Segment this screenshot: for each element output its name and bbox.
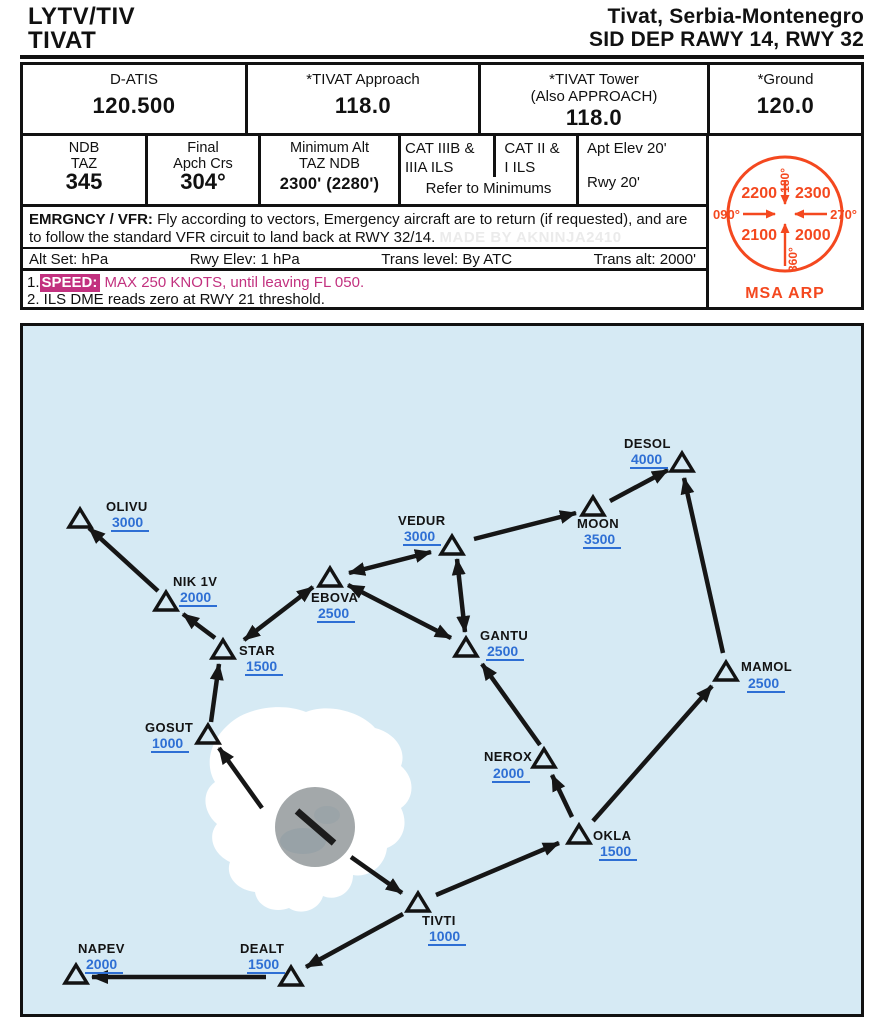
approach-frequency: 118.0 <box>334 93 392 118</box>
msa-sector-ne: 2300 <box>795 185 831 202</box>
waypoint-altitude: 3000 <box>111 515 149 532</box>
route-leg <box>306 914 403 967</box>
apt-elev: Apt Elev 20' <box>587 140 667 157</box>
min-alt-label-line2: TAZ NDB <box>299 156 360 172</box>
msa-bearing-360: 360° <box>786 247 800 272</box>
waypoint-altitude: 3500 <box>583 532 621 549</box>
waypoint-altitude: 4000 <box>630 452 668 469</box>
chart-title <box>589 5 864 51</box>
min-alt-value: 2300' (2280') <box>279 175 380 193</box>
cat-iiib-line1: CAT IIIB & <box>405 140 475 157</box>
trans-alt: Trans alt: 2000' <box>593 251 696 268</box>
waypoint-altitude: 2000 <box>492 766 530 783</box>
route-leg <box>552 775 572 817</box>
waypoint-triangle-tivti <box>407 893 429 911</box>
datis-cell <box>23 65 245 133</box>
procedure-title: SID DEP RAWY 14, RWY 32 <box>589 28 864 51</box>
datis-frequency: 120.500 <box>92 93 176 118</box>
msa-panel <box>706 136 861 307</box>
ndb-label-line1: NDB <box>68 140 100 156</box>
waypoint-name: NAPEV <box>78 941 125 956</box>
route-leg <box>482 664 540 745</box>
waypoint-altitude: 1500 <box>247 957 285 974</box>
airport-icao-iata: LYTV/TIV <box>28 3 136 30</box>
tower-frequency: 118.0 <box>565 105 623 130</box>
approach-label: *TIVAT Approach <box>306 71 420 88</box>
waypoint-name: OKLA <box>593 828 632 843</box>
tower-cell <box>478 65 707 133</box>
ils-category-group <box>398 136 576 204</box>
waypoint-triangle-nerox <box>533 749 555 767</box>
waypoint-altitude: 2500 <box>317 606 355 623</box>
rwy-elev: Rwy 20' <box>587 174 640 191</box>
header-divider <box>20 55 864 59</box>
waypoint-triangle-napev <box>65 965 87 983</box>
cat-iiib-line2: IIIA ILS <box>405 159 454 176</box>
procedure-info-rows <box>23 133 861 307</box>
route-leg <box>684 478 723 653</box>
cat-iiib-cell <box>401 136 493 177</box>
waypoint-name: MAMOL <box>741 659 793 674</box>
waypoint-altitude: 1000 <box>151 736 189 753</box>
procedure-info-left <box>23 136 706 307</box>
route-map <box>20 323 864 1017</box>
frequency-row <box>23 65 861 133</box>
waypoint-altitude: 2500 <box>486 644 524 661</box>
waypoint-triangle-mamol <box>715 662 737 680</box>
waypoint-triangle-star <box>212 640 234 658</box>
route-leg <box>211 664 219 722</box>
waypoint-name: OLIVU <box>106 499 148 514</box>
waypoint-name: NEROX <box>484 749 533 764</box>
waypoint-name: GANTU <box>480 628 529 643</box>
waypoint-altitude: 2000 <box>85 957 123 974</box>
waypoint-name: MOON <box>577 516 620 531</box>
watermark-text: MADE BY AKNINJA2410 <box>439 229 622 246</box>
emergency-text: Fly according to vectors, Emergency aircraft are to return (if requested), and are to follow the standard VFR circuit to land back at RWY 32/14. <box>29 211 688 246</box>
refer-to-minimums: Refer to Minimums <box>425 180 552 197</box>
msa-bearing-270: 270° <box>830 207 857 222</box>
msa-bearing-090: 090° <box>713 207 740 222</box>
route-leg <box>349 552 431 573</box>
ndb-value: 345 <box>65 169 103 194</box>
notes-row <box>23 268 706 308</box>
ground-label: *Ground <box>757 71 814 88</box>
note1-number: 1. <box>27 274 40 291</box>
airport-location: Tivat, Serbia-Montenegro <box>607 5 864 28</box>
route-leg <box>474 513 576 539</box>
cat-ii-cell <box>493 136 576 177</box>
route-layer <box>65 453 737 985</box>
route-leg <box>436 843 559 895</box>
route-leg <box>457 559 465 632</box>
msa-sector-se: 2000 <box>795 227 831 244</box>
route-leg <box>244 587 313 640</box>
waypoint-triangle-moon <box>582 497 604 515</box>
note1-text: MAX 250 KNOTS, until leaving FL 050. <box>100 274 365 291</box>
waypoint-triangle-ebova <box>319 568 341 586</box>
ground-cell <box>707 65 861 133</box>
tower-label-line2: (Also APPROACH) <box>530 88 658 105</box>
waypoint-triangle-dealt <box>280 967 302 985</box>
airport-ident <box>28 5 135 53</box>
waypoint-name: DESOL <box>624 436 671 451</box>
waypoint-name: TIVTI <box>422 913 456 928</box>
waypoint-name: STAR <box>239 643 276 658</box>
airport-name: TIVAT <box>28 27 97 54</box>
approach-cell <box>245 65 478 133</box>
route-leg <box>593 686 712 821</box>
final-course-value: 304° <box>180 169 226 194</box>
waypoint-altitude: 2500 <box>747 676 785 693</box>
waypoint-altitude: 2000 <box>179 590 217 607</box>
note-ils-dme: 2. ILS DME reads zero at RWY 21 threshold. <box>27 291 325 308</box>
alt-set: Alt Set: hPa <box>29 251 109 268</box>
emergency-label: EMRGNCY / VFR: <box>29 211 153 228</box>
note-speed <box>27 274 706 291</box>
route-leg <box>183 614 215 638</box>
route-leg <box>89 528 158 591</box>
ils-category-cells <box>401 136 576 177</box>
msa-caption: MSA ARP <box>745 285 825 302</box>
route-map-canvas <box>23 326 861 1014</box>
waypoint-name: VEDUR <box>398 513 446 528</box>
waypoint-triangle-gantu <box>455 638 477 656</box>
waypoint-name: GOSUT <box>145 720 194 735</box>
route-leg <box>348 585 451 638</box>
cat-ii-line2: I ILS <box>504 159 536 176</box>
final-label-line2: Apch Crs <box>173 156 233 172</box>
waypoint-altitude: 1500 <box>599 844 637 861</box>
waypoint-altitude: 1500 <box>245 659 283 676</box>
elevation-cell <box>576 136 706 204</box>
datis-label: D-ATIS <box>109 71 159 88</box>
emergency-row <box>23 204 706 247</box>
final-course-cell <box>145 136 258 204</box>
trans-level: Trans level: By ATC <box>381 251 513 268</box>
waypoint-name: NIK 1V <box>173 574 218 589</box>
final-label-line1: Final <box>187 140 219 156</box>
route-leg <box>610 470 668 501</box>
msa-bearing-180: 180° <box>778 168 792 193</box>
waypoint-altitude: 1000 <box>428 929 466 946</box>
waypoint-name: DEALT <box>240 941 285 956</box>
msa-diagram <box>709 136 861 307</box>
waypoint-triangle-vedur <box>441 536 463 554</box>
minimums-row <box>23 136 706 204</box>
terrain-shade-2 <box>314 806 340 824</box>
waypoint-triangle-gosut <box>197 725 219 743</box>
waypoint-triangle-desol <box>671 453 693 471</box>
min-alt-cell <box>258 136 398 204</box>
rwy-elev-setting: Rwy Elev: 1 hPa <box>189 251 300 268</box>
waypoint-altitude: 3000 <box>403 529 441 546</box>
info-table <box>20 62 864 310</box>
waypoint-name: EBOVA <box>311 590 359 605</box>
msa-sector-nw: 2200 <box>741 185 777 202</box>
ndb-label-line2: TAZ <box>70 156 98 172</box>
ndb-cell <box>23 136 145 204</box>
waypoint-triangle-nik1v <box>155 592 177 610</box>
min-alt-label-line1: Minimum Alt <box>290 140 369 156</box>
cat-ii-line1: CAT II & <box>504 140 560 157</box>
tower-label-line1: *TIVAT Tower <box>549 71 639 88</box>
waypoint-triangle-olivu <box>69 509 91 527</box>
waypoint-triangle-okla <box>568 825 590 843</box>
settings-row <box>23 247 706 268</box>
speed-badge: SPEED: <box>40 274 101 292</box>
ground-frequency: 120.0 <box>756 93 815 118</box>
msa-sector-sw: 2100 <box>741 227 777 244</box>
